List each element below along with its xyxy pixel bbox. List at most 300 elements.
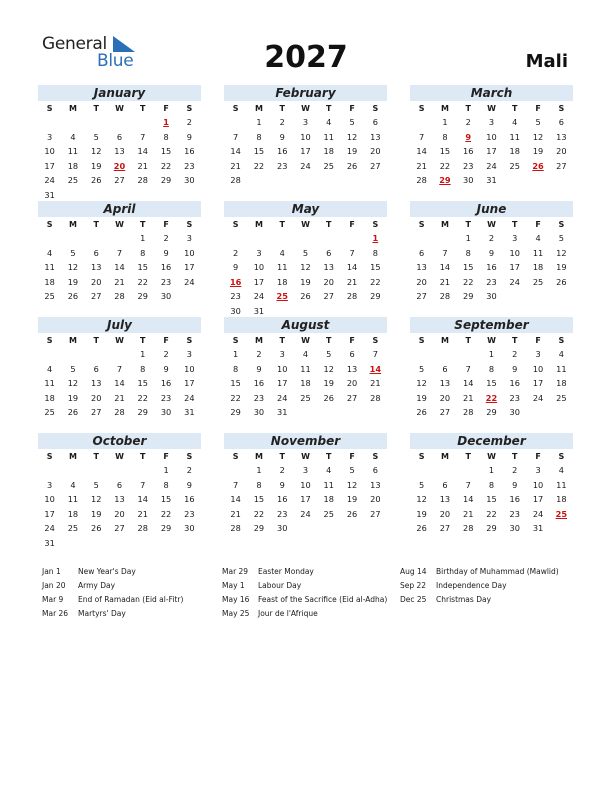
day-cell: 23 <box>160 276 172 287</box>
empty-day-cell <box>457 347 480 362</box>
day-cell: 14 <box>137 494 148 504</box>
weekday-label: M <box>254 104 263 113</box>
day-cell: 12 <box>416 494 427 504</box>
weekday-label: S <box>46 336 53 345</box>
month-title: September <box>410 317 573 333</box>
day-cell: 25 <box>300 392 311 403</box>
day-cell: 31 <box>253 305 265 316</box>
weekday-label: S <box>232 104 239 113</box>
day-cell: 5 <box>535 117 541 127</box>
weekday-label: S <box>186 452 193 461</box>
day-cell: 29 <box>462 291 474 301</box>
day-cell: 13 <box>416 262 427 272</box>
weekday-label: M <box>440 336 449 345</box>
day-cell: 8 <box>488 363 495 374</box>
day-cell: 6 <box>93 363 99 374</box>
day-cell: 2 <box>488 233 495 243</box>
holiday-day-cell: 16 <box>229 276 242 287</box>
day-cell: 14 <box>230 146 241 156</box>
day-cell: 5 <box>558 233 564 243</box>
week-row <box>410 115 573 130</box>
day-cell: 7 <box>372 349 378 359</box>
holiday-day-cell: 20 <box>113 160 126 171</box>
day-cell: 10 <box>276 363 288 374</box>
week-row <box>224 231 387 246</box>
day-cell: 28 <box>416 175 427 185</box>
empty-day-cell <box>61 536 84 551</box>
day-cell: 5 <box>70 247 76 258</box>
day-cell: 21 <box>346 276 358 287</box>
empty-day-cell <box>108 231 131 246</box>
day-cell: 22 <box>230 392 241 403</box>
day-cell: 9 <box>488 247 495 258</box>
day-cell: 15 <box>486 494 497 504</box>
day-cell: 14 <box>439 262 451 272</box>
weekday-label: S <box>46 104 53 113</box>
weekday-label: S <box>418 104 425 113</box>
day-cell: 19 <box>300 276 311 287</box>
day-cell: 9 <box>186 479 192 490</box>
week-row <box>224 463 387 478</box>
holiday-name: Feast of the Sacrifice (Eid al-Adha) <box>258 595 388 604</box>
month-title: October <box>38 433 201 449</box>
weekday-label: W <box>115 452 124 461</box>
day-cell: 30 <box>184 175 195 185</box>
weekday-label: M <box>68 104 77 113</box>
week-row <box>410 478 573 493</box>
day-cell: 28 <box>137 175 148 185</box>
empty-day-cell <box>108 536 131 551</box>
day-cell: 28 <box>114 291 125 301</box>
weekday-label: S <box>372 336 379 345</box>
weekday-label: M <box>68 220 77 229</box>
day-cell: 6 <box>349 349 355 359</box>
week-row <box>410 130 573 145</box>
weekday-label: W <box>115 220 124 229</box>
day-cell: 3 <box>186 233 192 243</box>
day-cell: 23 <box>276 508 288 519</box>
weekday-label: W <box>487 452 496 461</box>
day-cell: 25 <box>67 175 79 185</box>
day-cell: 27 <box>416 291 427 301</box>
day-cell: 2 <box>512 349 518 359</box>
week-row <box>38 347 201 362</box>
holiday-date: Aug 14 <box>400 567 427 576</box>
day-cell: 21 <box>137 160 148 171</box>
day-cell: 23 <box>253 392 265 403</box>
day-cell: 9 <box>512 363 518 374</box>
holiday-entry <box>42 593 183 607</box>
day-cell: 26 <box>67 291 79 301</box>
day-cell: 19 <box>90 160 102 171</box>
day-cell: 22 <box>370 276 381 287</box>
empty-day-cell <box>154 188 177 203</box>
day-cell: 5 <box>349 465 355 475</box>
day-cell: 12 <box>416 378 427 388</box>
empty-day-cell <box>317 231 340 246</box>
empty-day-cell <box>61 188 84 203</box>
day-cell: 2 <box>279 117 285 127</box>
week-row <box>224 507 387 522</box>
holiday-column <box>222 565 387 621</box>
weekday-label: T <box>512 336 518 345</box>
weekday-label: F <box>349 220 355 229</box>
week-row <box>410 144 573 159</box>
weekday-label: W <box>301 336 310 345</box>
weekday-label: M <box>254 220 263 229</box>
day-cell: 11 <box>323 479 334 490</box>
empty-day-cell <box>271 231 294 246</box>
empty-day-cell <box>457 463 480 478</box>
day-cell: 18 <box>323 494 334 504</box>
holiday-day-cell: 1 <box>372 233 379 243</box>
empty-day-cell <box>271 173 294 188</box>
day-cell: 27 <box>556 160 567 171</box>
day-cell: 15 <box>253 146 265 156</box>
day-cell: 17 <box>532 378 544 388</box>
day-cell: 30 <box>230 305 241 316</box>
day-cell: 23 <box>462 160 474 171</box>
day-cell: 16 <box>184 146 195 156</box>
day-cell: 20 <box>370 146 381 156</box>
day-cell: 18 <box>67 160 79 171</box>
day-cell: 31 <box>44 537 55 548</box>
day-cell: 27 <box>90 407 102 417</box>
day-cell: 20 <box>323 276 334 287</box>
empty-day-cell <box>550 405 573 420</box>
day-cell: 17 <box>486 146 497 156</box>
day-cell: 10 <box>532 479 544 490</box>
day-cell: 27 <box>114 175 125 185</box>
day-cell: 22 <box>439 160 451 171</box>
holiday-entry <box>400 565 559 579</box>
weekday-label: S <box>418 336 425 345</box>
day-cell: 21 <box>230 508 241 519</box>
day-cell: 10 <box>253 262 265 272</box>
day-cell: 5 <box>419 479 425 490</box>
empty-day-cell <box>526 405 549 420</box>
day-cell: 11 <box>556 363 567 374</box>
day-cell: 9 <box>512 479 518 490</box>
week-row <box>224 492 387 507</box>
day-cell: 28 <box>370 392 381 403</box>
day-cell: 17 <box>253 276 265 287</box>
weekday-header-row <box>224 334 387 347</box>
empty-day-cell <box>131 463 154 478</box>
day-cell: 22 <box>486 508 497 519</box>
day-cell: 13 <box>323 262 334 272</box>
day-cell: 11 <box>44 262 55 272</box>
weekday-label: T <box>465 452 471 461</box>
day-cell: 7 <box>465 363 471 374</box>
holiday-entry <box>222 593 387 607</box>
day-cell: 10 <box>300 479 311 490</box>
empty-day-cell <box>317 405 340 420</box>
day-cell: 20 <box>556 146 567 156</box>
day-cell: 3 <box>302 465 309 475</box>
day-cell: 31 <box>532 523 544 533</box>
weekday-label: T <box>326 104 332 113</box>
day-cell: 4 <box>302 349 309 359</box>
day-cell: 29 <box>137 407 148 417</box>
day-cell: 9 <box>163 247 169 258</box>
weekday-header-row <box>410 334 573 347</box>
week-row <box>224 478 387 493</box>
holiday-date: May 1 <box>222 581 245 590</box>
empty-day-cell <box>247 173 270 188</box>
empty-day-cell <box>271 304 294 319</box>
country-name: Mali <box>525 51 568 72</box>
day-cell: 2 <box>186 117 192 127</box>
empty-day-cell <box>61 115 84 130</box>
day-cell: 6 <box>116 479 123 490</box>
day-cell: 28 <box>114 407 125 417</box>
day-cell: 3 <box>302 117 309 127</box>
holiday-entry <box>222 579 387 593</box>
weekday-label: W <box>115 104 124 113</box>
logo-text-blue: Blue <box>97 51 134 71</box>
week-row <box>224 347 387 362</box>
holiday-name: Birthday of Muhammad (Mawlid) <box>436 567 559 576</box>
weekday-label: W <box>487 220 496 229</box>
day-cell: 4 <box>558 465 564 475</box>
day-cell: 6 <box>442 479 448 490</box>
weekday-header-row <box>410 218 573 231</box>
day-cell: 1 <box>465 233 471 243</box>
day-cell: 15 <box>439 146 451 156</box>
weekday-header-row <box>38 218 201 231</box>
day-cell: 19 <box>323 378 334 388</box>
day-cell: 30 <box>509 407 520 417</box>
weekday-label: S <box>558 452 565 461</box>
empty-day-cell <box>294 173 317 188</box>
empty-day-cell <box>294 231 317 246</box>
day-cell: 16 <box>509 378 520 388</box>
day-cell: 17 <box>184 262 195 272</box>
month-october <box>38 433 201 550</box>
day-cell: 29 <box>253 523 265 533</box>
day-cell: 21 <box>462 392 474 403</box>
empty-day-cell <box>85 188 108 203</box>
month-title: April <box>38 201 201 217</box>
day-cell: 21 <box>416 160 427 171</box>
empty-day-cell <box>550 289 573 304</box>
day-cell: 18 <box>67 508 79 519</box>
holiday-day-cell: 1 <box>163 117 169 127</box>
day-cell: 14 <box>416 146 427 156</box>
day-cell: 8 <box>256 131 262 142</box>
day-cell: 12 <box>556 247 567 258</box>
day-cell: 1 <box>256 117 262 127</box>
day-cell: 17 <box>276 378 288 388</box>
weekday-label: T <box>465 220 471 229</box>
day-cell: 13 <box>556 131 567 142</box>
day-cell: 15 <box>253 494 265 504</box>
day-cell: 4 <box>326 117 332 127</box>
day-cell: 13 <box>114 146 125 156</box>
day-cell: 6 <box>372 117 378 127</box>
holiday-name: Martyrs' Day <box>78 609 126 618</box>
day-cell: 17 <box>184 378 195 388</box>
day-cell: 15 <box>160 146 172 156</box>
day-cell: 11 <box>67 146 79 156</box>
day-cell: 18 <box>556 494 567 504</box>
empty-day-cell <box>154 536 177 551</box>
weekday-label: S <box>418 220 425 229</box>
empty-day-cell <box>340 405 363 420</box>
week-row <box>38 478 201 493</box>
day-cell: 22 <box>462 276 474 287</box>
day-cell: 16 <box>160 378 172 388</box>
day-cell: 19 <box>67 276 79 287</box>
day-cell: 9 <box>233 262 239 272</box>
day-cell: 26 <box>346 160 358 171</box>
empty-day-cell <box>224 231 247 246</box>
day-cell: 26 <box>416 407 427 417</box>
weekday-label: S <box>558 104 565 113</box>
week-row <box>224 173 387 188</box>
weekday-label: S <box>372 220 379 229</box>
week-row <box>38 275 201 290</box>
week-row <box>410 391 573 406</box>
weekday-label: M <box>254 452 263 461</box>
week-row <box>410 376 573 391</box>
day-cell: 25 <box>532 276 544 287</box>
weekday-label: S <box>372 104 379 113</box>
weekday-label: T <box>465 104 471 113</box>
week-row <box>410 159 573 174</box>
day-cell: 21 <box>230 160 241 171</box>
weekday-label: T <box>279 452 285 461</box>
week-row <box>224 289 387 304</box>
day-cell: 17 <box>44 508 55 519</box>
day-cell: 11 <box>67 494 79 504</box>
day-cell: 11 <box>323 131 334 142</box>
day-cell: 11 <box>300 363 311 374</box>
day-cell: 27 <box>370 160 381 171</box>
day-cell: 21 <box>114 392 125 403</box>
day-cell: 28 <box>230 175 241 185</box>
day-cell: 7 <box>116 247 123 258</box>
week-row <box>38 405 201 420</box>
day-cell: 5 <box>326 349 332 359</box>
day-cell: 20 <box>114 508 125 519</box>
day-cell: 24 <box>184 392 195 403</box>
weekday-label: T <box>512 452 518 461</box>
month-august <box>224 317 387 420</box>
week-row <box>38 115 201 130</box>
day-cell: 17 <box>532 494 544 504</box>
holiday-entry <box>42 579 183 593</box>
day-cell: 23 <box>276 160 288 171</box>
day-cell: 15 <box>160 494 172 504</box>
weekday-label: F <box>163 104 169 113</box>
day-cell: 22 <box>253 508 265 519</box>
day-cell: 25 <box>44 407 55 417</box>
week-row <box>38 188 201 203</box>
weekday-label: F <box>535 452 541 461</box>
empty-day-cell <box>108 347 131 362</box>
day-cell: 26 <box>67 407 79 417</box>
day-cell: 24 <box>300 508 311 519</box>
day-cell: 4 <box>326 465 332 475</box>
day-cell: 28 <box>439 291 451 301</box>
day-cell: 13 <box>114 494 125 504</box>
day-cell: 28 <box>137 523 148 533</box>
day-cell: 10 <box>44 494 55 504</box>
day-cell: 13 <box>439 494 451 504</box>
day-cell: 10 <box>184 247 195 258</box>
calendar-year: 2027 <box>264 40 348 75</box>
empty-day-cell <box>178 536 201 551</box>
day-cell: 4 <box>47 363 53 374</box>
weekday-label: W <box>301 104 310 113</box>
day-cell: 11 <box>556 479 567 490</box>
day-cell: 1 <box>233 349 239 359</box>
empty-day-cell <box>85 347 108 362</box>
day-cell: 27 <box>114 523 125 533</box>
day-cell: 25 <box>509 160 520 171</box>
holiday-name: Easter Monday <box>258 567 314 576</box>
logo-text-general: General <box>42 34 107 54</box>
day-cell: 28 <box>462 407 474 417</box>
week-row <box>410 231 573 246</box>
holiday-date: Dec 25 <box>400 595 427 604</box>
day-cell: 11 <box>509 131 520 142</box>
week-row <box>224 115 387 130</box>
weekday-label: F <box>535 220 541 229</box>
holiday-column <box>42 565 183 621</box>
weekday-label: T <box>465 336 471 345</box>
week-row <box>38 521 201 536</box>
day-cell: 7 <box>140 131 146 142</box>
weekday-label: M <box>440 104 449 113</box>
holiday-entry <box>222 565 387 579</box>
empty-day-cell <box>410 231 433 246</box>
empty-day-cell <box>410 463 433 478</box>
day-cell: 12 <box>90 146 102 156</box>
day-cell: 5 <box>93 131 99 142</box>
empty-day-cell <box>340 173 363 188</box>
day-cell: 24 <box>300 160 311 171</box>
weekday-label: S <box>46 452 53 461</box>
empty-day-cell <box>340 304 363 319</box>
day-cell: 1 <box>442 117 448 127</box>
day-cell: 16 <box>184 494 195 504</box>
day-cell: 8 <box>465 247 471 258</box>
day-cell: 10 <box>532 363 544 374</box>
month-title: November <box>224 433 387 449</box>
day-cell: 3 <box>512 233 518 243</box>
day-cell: 12 <box>300 262 311 272</box>
empty-day-cell <box>526 173 549 188</box>
month-april <box>38 201 201 304</box>
month-title: May <box>224 201 387 217</box>
week-row <box>38 492 201 507</box>
day-cell: 15 <box>137 378 148 388</box>
empty-day-cell <box>550 173 573 188</box>
day-cell: 19 <box>346 146 358 156</box>
day-cell: 15 <box>486 378 497 388</box>
weekday-label: M <box>68 336 77 345</box>
day-cell: 26 <box>346 508 358 519</box>
empty-day-cell <box>131 188 154 203</box>
day-cell: 19 <box>346 494 358 504</box>
day-cell: 22 <box>137 276 148 287</box>
weekday-label: M <box>254 336 263 345</box>
empty-day-cell <box>294 405 317 420</box>
day-cell: 31 <box>184 407 195 417</box>
